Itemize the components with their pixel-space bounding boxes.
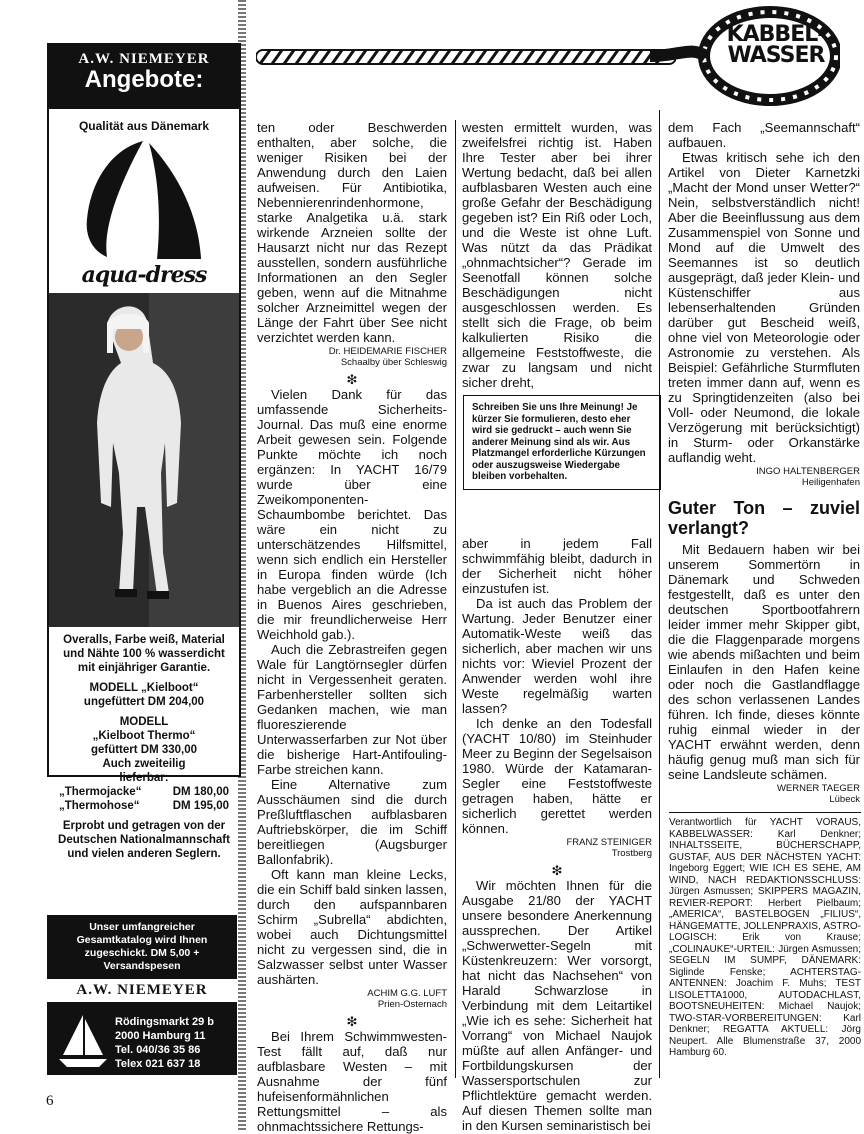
ad-model1-price: ungefüttert DM 204,00 <box>83 696 205 708</box>
col2-paragraph: Wir möchten Ihnen für die Ausgabe 21/80 der YACHT unsere besondere Anerkennung aussprechen. Der Artikel „Schwerwetter-Segeln mit Küstenkreuzern: Wer vorsorgt, hat nicht das Nachsehen“ von Harald Schwarzlose in Verbindung mit dem Leitartikel „Wie ich es sehe: Sicherheit hat Vorrang“ von Michael Naujok müßte auf allen Anfänger- und Fortbildungskursen der Wassersportschulen zur Pflichtlektüre gemacht werden. Auf diesen Themen sollte man in den Kursen seminaristisch bei <box>462 878 652 1133</box>
sailboat-icon <box>55 1011 111 1069</box>
rope-decoration <box>256 46 676 68</box>
col1-signature-1 <box>257 347 447 368</box>
ad-two-part-a: Auch zweiteilig <box>102 758 186 770</box>
column-3 <box>668 120 860 809</box>
ad-hose-name: „Thermohose“ <box>59 800 140 812</box>
editorial-note: Schreiben Sie uns Ihre Meinung! Je kürzer Sie formulieren, desto eher wird sie gedruckt – auch wenn Sie anderer Meinung sind als wir. Aus Platzmangel erforderliche Kürzungen oder auszugsweise Wiedergabe bleiben vorbehalten. <box>463 395 661 490</box>
ad-headline: Angebote: <box>84 66 204 93</box>
separator-star-icon: ❇ <box>551 863 563 878</box>
ad-footer <box>47 915 237 1075</box>
signature-name: WERNER TAEGER <box>776 783 860 794</box>
ad-jacke-name: „Thermojacke“ <box>59 786 142 798</box>
advertisement <box>47 43 241 860</box>
col2-paragraph: aber in jedem Fall schwimmfähig bleibt, dadurch in der Sicherheit nicht höher einzustufen ist. <box>462 536 652 596</box>
ad-address-street: Rödingsmarkt 29 b <box>115 1016 215 1028</box>
ad-two-part-b: lieferbar: <box>119 772 169 784</box>
ad-address-city: 2000 Hamburg 11 <box>115 1030 206 1042</box>
col2-paragraph: Da ist auch das Problem der Wartung. Jeder Benutzer einer Automatik-Weste weiß das sicherlich, aber machen wir uns nichts vor: Wieviel Prozent der Anwender werden wohl ihre Weste regelmäßig warten lassen? <box>462 596 652 716</box>
signature-place: Heiligenhafen <box>801 476 860 488</box>
separator-star-icon: ❇ <box>346 372 358 387</box>
ad-copy <box>49 627 239 861</box>
ad-team: Erprobt und getragen von der Deutschen Nationalmannschaft und vielen anderen Seglern. <box>58 820 230 860</box>
col3-signature-1 <box>668 467 860 488</box>
signature-name: Dr. HEIDEMARIE FISCHER <box>328 346 447 357</box>
aqua-dress-logo <box>49 133 239 293</box>
ad-address <box>115 1015 214 1071</box>
column-2 <box>462 120 652 390</box>
col1-paragraph: Auch die Zebrastreifen gegen Wale für Langtörnsegler dürfen nicht in Vergessenheit geraten. Farbenhersteller sollten sich Gedanken machen, wie man fluoreszierende Unterwasserfarben zur Not über die bisherige Hart-Antifouling-Farbe streichen kann. <box>257 642 447 777</box>
col1-paragraph: ten oder Beschwerden enthalten, aber solche, die weniger Risiken bei der Anwendung durch den Laien aufweisen. Für Antibiotika, Nebennierenrindenhormone, starke Analgetika u.ä. stark wirkende Arzneien sollte der Hausarzt nicht nur das Rezept ausstellen, sondern ausführliche Informationen an den Segler geben, wenn auf die Mitnahme solcher Arzneimittel wegen der Länge der Fahrt über See nicht verzichtet werden kann. <box>257 120 447 345</box>
ad-address-phone: Tel. 040/36 35 86 <box>115 1044 201 1056</box>
signature-place: Trostberg <box>611 847 652 859</box>
product-photo <box>49 293 239 627</box>
ad-description: Overalls, Farbe weiß, Material und Nähte 100 % wasserdicht mit einjähriger Garantie. <box>63 634 225 674</box>
signature-place: Lübeck <box>829 793 860 805</box>
col3-signature-2 <box>668 784 860 805</box>
signature-name: INGO HALTENBERGER <box>756 466 860 477</box>
col2-signature <box>462 838 652 859</box>
signature-name: ACHIM G.G. LUFT <box>367 988 447 999</box>
ad-brand-bottom: A.W. NIEMEYER <box>47 979 237 1002</box>
col2-paragraph: westen ermittelt wurden, was zweifelsfrei richtig ist. Haben Ihre Tester aber bei ihrer Wertung bedacht, daß bei allen aufblasbaren Westen auch eine große Gefahr der Beschädigung gegeben ist? Ein Riß oder Loch, und die Weste ist ohne Luft. Was nützt da das Prädikat „ohnmachtsicher“? Gerade im Seenotfall können solche Beschädigungen nicht ausgeschlossen werden. Es stellt sich die Frage, ob beim kalkulierten Risiko die allgemeine Feststoffweste, die zwar zu langsam und nicht sicher dreht, <box>462 120 652 390</box>
ad-model2-label: MODELL <box>119 716 169 728</box>
col2-paragraph: Ich denke an den Todesfall (YACHT 10/80) im Steinhuder Meer zu Beginn der Segelsaison 1980. Würde der Katamaran-Segler eine Feststoffweste getragen haben, hätte er sicherlich gerettet werden können. <box>462 716 652 836</box>
letter-headline: Guter Ton – zuviel verlangt? <box>668 498 860 538</box>
ad-header <box>49 45 239 109</box>
section-title <box>706 24 846 66</box>
separator-star-icon: ❇ <box>346 1014 358 1029</box>
section-title-line1: KABBEL- <box>726 22 826 47</box>
page-number: 6 <box>46 1093 54 1109</box>
ad-model2-price: gefüttert DM 330,00 <box>90 744 198 756</box>
section-title-line2: WASSER <box>727 43 825 68</box>
ad-brand: A.W. NIEMEYER <box>78 51 210 67</box>
ad-jacke-price: DM 180,00 <box>172 786 229 798</box>
col1-paragraph: Bei Ihrem Schwimmwesten-Test fällt auf, daß nur aufblasbare Westen – mit Ausnahme der fünf hufeisenformähnlichen Rettungsmittel – als ohnmachtssichere Rettungs- <box>257 1029 447 1134</box>
imprint: Verantwortlich für YACHT VORAUS, KABBELWASSER: Karl Denkner; INHALTSSEITE, BÜCHERSCHAPP, GUSTAF, AUS DER NÄCHSTEN YACHT: Ingeborg Eggert; WIE ICH ES SEHE, AM WIND, NACH REDAKTIONSSCHLUSS: Jürgen Asmussen; SKIPPERS MAGAZIN, REVIER-REPORT: Herbert Pielbaum; „AMERICA“, BASTELBOGEN „FILIUS“, HÄNGEMATTE, JOLLENPRAXIS, ASTRO-LOGISCH: Erik von Krause; „COLINAUKE“-URTEIL: Jürgen Asmussen; SEGELN IM SUMPF, DÄNEMARK: Siglinde Fenske; ACHTERSTAG-ANTENNEN: Joachim F. Muhs; TEST LISOLETTA1000, AUTODACHLAST, BOOTSNEUHEITEN: Michael Naujok; TWO-STAR-VORBEREITUNGEN: Karl Denkner; REGATTA AKTUELL: Jörg Neupert. Alle Blumenstraße 37, 2000 Hamburg 60. <box>669 812 861 1059</box>
col3-paragraph: Etwas kritisch sehe ich den Artikel von Dieter Karnetzki „Macht der Mond unser Wetter?“ Nein, selbstverständlich nicht! Aber die Beeinflussung aus dem Zusammenspiel von Sonne und Mond auf die Umwelt des Seemannes ist so deutlich ausgeprägt, daß jeder Klein- und Küstenschiffer aus lebenserhaltenden Gründen darüber gut Bescheid weiß, ohne viel von Meteorologie oder Astronomie zu verstehen. Als Beispiel: Gefährliche Sturmfluten treten immer dann auf, wenn es zu Springtidenzeiten (also bei Voll- oder Neumond, die lokale Verzögerung mit berücksichtigt) in Sturm- oder Orkanstärke auflandig weht. <box>668 150 860 465</box>
col1-signature-2 <box>257 989 447 1010</box>
ad-address-telex: Telex 021 637 18 <box>115 1058 201 1070</box>
col1-paragraph: Vielen Dank für das umfassende Sicherheits-Journal. Das muß eine enorme Arbeit gewesen sein. Folgende Punkte möchte ich noch ergänzen: In YACHT 16/79 wurde über eine Zweikomponenten-Schaumbombe berichtet. Das wäre ein nicht zu unterschätzendes Hilfsmittel, wenn sich endlich ein Hersteller in Europa finden würde (Ich habe vergeblich an die Adresse in Buenos Aires geschrieben, die mir freundlicherweise Herr Weichhold gab.). <box>257 387 447 642</box>
ad-tagline: Qualität aus Dänemark <box>78 119 210 133</box>
ad-hose-price: DM 195,00 <box>172 800 229 812</box>
signature-name: FRANZ STEINIGER <box>566 837 652 848</box>
ad-catalog: Unser umfangreicher Gesamtkatalog wird Ihnen zugeschickt. DM 5,00 + Versandspesen <box>76 921 208 972</box>
signature-place: Prien-Osternach <box>377 998 447 1010</box>
col1-paragraph: Oft kann man kleine Lecks, die ein Schiff bald sinken lassen, durch den aufspannbaren Schirm „Subrella“ abdichten, wobei auch Dichtungsmittel nicht zu vergessen sind, die in Salzwasser selbst unter Wasser aushärten. <box>257 867 447 987</box>
ad-logo-text: aqua-dress <box>81 262 207 288</box>
overall-figure-icon <box>49 293 239 627</box>
col1-paragraph: Eine Alternative zum Ausschäumen sind die durch Preßluftflaschen aufblasbaren Auftriebskörper, die im Schiff bereitliegen (Augsburger Ballonfabrik). <box>257 777 447 867</box>
column-rule <box>659 110 660 1078</box>
column-2-continued <box>462 536 652 1133</box>
col3-paragraph: dem Fach „Seemannschaft“ aufbauen. <box>668 120 860 150</box>
ad-model1-name: MODELL „Kielboot“ <box>89 682 199 694</box>
col3-paragraph: Mit Bedauern haben wir bei unserem Sommertörn in Dänemark und Schweden festgestellt, daß es unter den deutschen Sportbootfahrern leider immer mehr Skipper gibt, die die Flaggenparade morgens wie abends mißachten und beim Einlaufen in den Hafen keine oder noch die Gastlandflagge des schon verlassenen Landes führen. Ich finde, dieses könnte ruhig einmal wieder in der YACHT erwähnt werden, denn häufig genug muß man sich für seine Landsleute schämen. <box>668 542 860 782</box>
column-rule <box>455 120 456 1078</box>
signature-place: Schaalby über Schleswig <box>340 356 447 368</box>
ad-model2-name: „Kielboot Thermo“ <box>92 730 196 742</box>
sail-logo-icon <box>73 139 215 264</box>
column-1 <box>257 120 447 1134</box>
